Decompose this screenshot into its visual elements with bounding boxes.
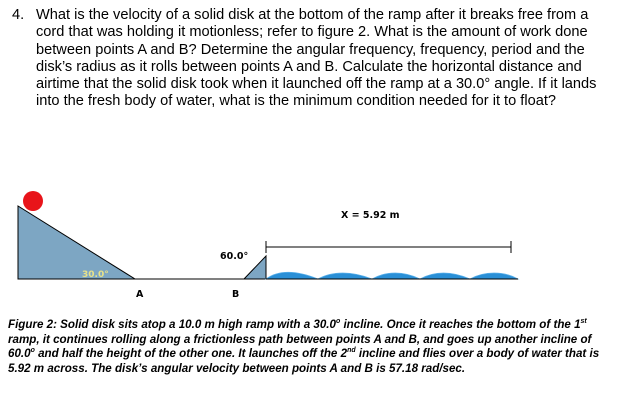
caption-part-5: incline and flies over a body of water that is 5.92 m across. The disk’s angular velocity between points A and B is 57.18 rad/sec.	[8, 347, 600, 376]
ramp-1	[18, 206, 135, 279]
caption-part-3: ramp, it continues rolling along a frictionless path between points A and B, and goes up another incline of 60.0	[8, 332, 592, 361]
ramp-2-angle-label: 60.0°	[220, 251, 249, 262]
water	[266, 272, 518, 279]
caption-degree-2: o	[30, 347, 35, 355]
caption-part-2: incline. Once it reaches the bottom of the 1	[340, 318, 581, 331]
question-number: 4.	[12, 7, 25, 23]
distance-label: X = 5.92 m	[341, 210, 400, 221]
caption-part-1: Figure 2: Solid disk sits atop a 10.0 m high ramp with a 30.0	[8, 318, 336, 331]
caption-superscript-nd: nd	[347, 347, 356, 355]
figure-caption	[8, 318, 614, 377]
question-text: What is the velocity of a solid disk at the bottom of the ramp after it breaks free from a cord that was holding it motionless; refer to figure 2. What is the amount of work done between points A and B? Determine the angular frequency, frequency, period and the disk’s radius as it rolls between points A and B. Calculate the horizontal distance and airtime that the solid disk took when it launched off the ramp at a 30.0° angle. If it lands into the fresh body of water, what is the minimum condition needed for it to float?	[36, 7, 597, 110]
caption-superscript-st: st	[580, 318, 587, 326]
point-b-label: B	[232, 289, 240, 300]
caption-degree-1: o	[335, 318, 341, 326]
ramp-1-angle-label: 30.0°	[82, 270, 109, 280]
figure-2	[0, 180, 620, 310]
caption-part-4: and half the height of the other one. It launches off the 2	[34, 347, 348, 361]
solid-disk	[23, 191, 43, 211]
point-a-label: A	[136, 289, 144, 300]
question-block	[12, 7, 612, 111]
